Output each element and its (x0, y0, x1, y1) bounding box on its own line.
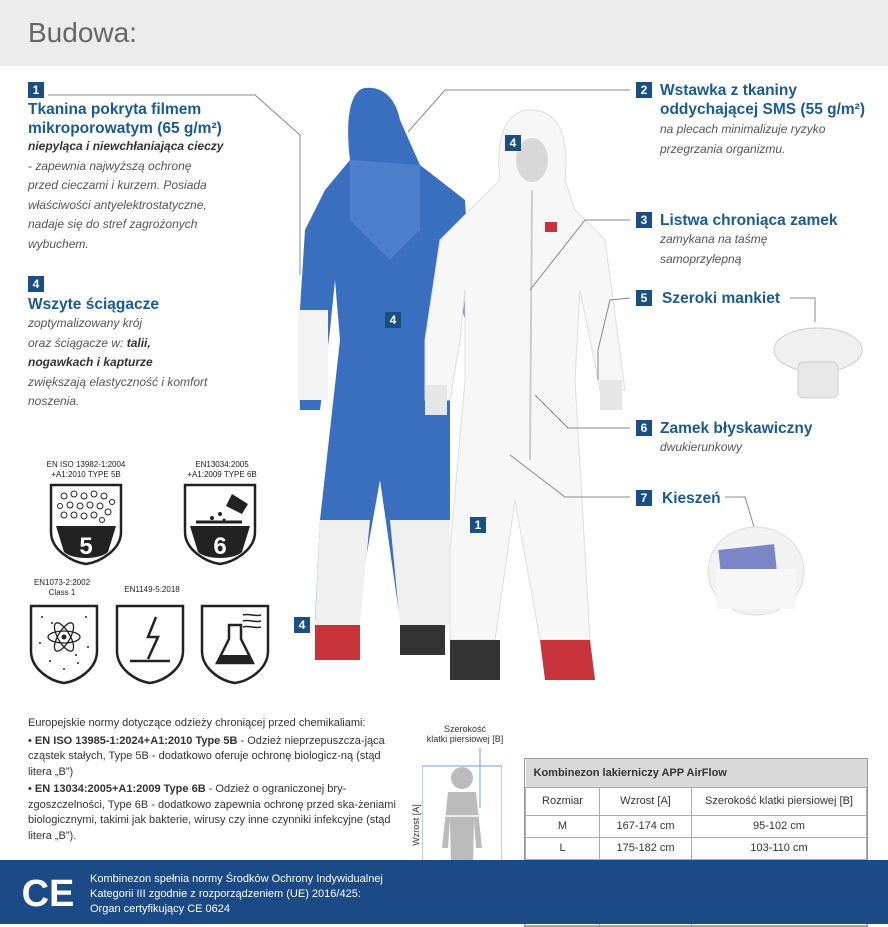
feature-7-number: 7 (636, 490, 652, 506)
size-table-header-size: Rozmiar (526, 787, 600, 815)
feature-4-description: zoptymalizowany krój oraz ściągacze w: talii, nogawkach i kapturze zwiększają elastyczność i komfort noszenia. (28, 316, 208, 408)
size-table-header-height: Wzrost [A] (600, 787, 692, 815)
feature-2-description: na plecach minimalizuje ryzyko przegrzania organizmu. (660, 122, 826, 156)
feature-1-description: niepyląca i niewchłaniająca cieczy - zapewnia najwyższą ochronę przed cieczami i kurzem. Posiada właściwości antyelektrostatyczne, nadaje się do stref zagrożonych wybuchem. (28, 139, 224, 251)
cert-3-label: EN1073-2:2002 Class 1 (33, 578, 91, 597)
antistatic-shield-icon (114, 603, 186, 685)
photo-tag-waist-elastic: 4 (385, 312, 401, 328)
norms-description (28, 716, 396, 846)
photo-tag-fabric: 1 (470, 517, 486, 533)
feature-4-number: 4 (28, 276, 44, 292)
chemical-flask-shield-icon (199, 603, 271, 685)
svg-text:6: 6 (213, 533, 227, 560)
feature-5-number: 5 (636, 290, 652, 306)
feature-3-number: 3 (636, 212, 652, 228)
size-table-caption: Kombinezon lakierniczy APP AirFlow (526, 759, 867, 787)
feature-2-title: Wstawka z tkaniny oddychającej SMS (55 g/m²) (660, 82, 865, 118)
feature-1-number: 1 (28, 82, 44, 98)
certification-footer (0, 860, 888, 924)
svg-text:CE: CE (22, 873, 74, 912)
feature-1-title: Tkanina pokryta filmem mikroporowatym (65 g/m²) (28, 101, 222, 137)
particles-shield-icon (48, 482, 124, 566)
photo-tag-leg-elastic: 4 (294, 617, 310, 633)
page-title: Budowa: (28, 17, 137, 48)
feature-7-title: Kieszeń (662, 490, 721, 507)
feature-5-title: Szeroki mankiet (662, 290, 781, 307)
height-label: Wzrost [A] (411, 804, 421, 846)
cert-4-label: EN1149-5:2018 (124, 585, 180, 594)
table-row: M 167-174 cm 95-102 cm (526, 815, 867, 837)
cuff-detail-photo (770, 320, 868, 400)
norms-intro: Europejskie normy dotyczące odzieży chroniącej przed chemikaliami: (28, 717, 366, 729)
feature-6-description: dwukierunkowy (660, 440, 743, 454)
feature-4-title: Wszyte ściągacze (28, 296, 159, 313)
feature-3-title: Listwa chroniąca zamek (660, 212, 838, 229)
footer-text: Kombinezon spełnia normy Środków Ochrony Indywidualnej Kategorii III zgodnie z rozporządzeniem (UE) 2016/425: Organ certyfikujący CE 0624 (90, 873, 383, 915)
pocket-detail-photo (706, 525, 806, 617)
liquid-splash-shield-icon (182, 482, 258, 566)
radioactive-particles-shield-icon (28, 603, 100, 685)
table-row: L 175-182 cm 103-110 cm (526, 837, 867, 859)
feature-6-number: 6 (636, 420, 652, 436)
ce-mark-icon (22, 872, 74, 912)
cert-2-label: EN13034:2005 +A1:2009 TYPE 6B (187, 460, 257, 479)
chest-width-label: Szerokość klatki piersiowej [B] (426, 724, 504, 744)
photo-tag-hood-elastic: 4 (505, 135, 521, 151)
norm-item-type-5b: • EN ISO 13985-1:2024+A1:2010 Type 5B - Odzież nieprzepuszcza-jąca cząstek stałych, Type 5B - dodatkowo oferuje ochronę biologicz-ną (stąd litera „B”) (28, 734, 385, 778)
svg-text:5: 5 (79, 533, 93, 560)
feature-6-title: Zamek błyskawiczny (660, 420, 813, 437)
size-table-header-chest: Szerokość klatki piersiowej [B] (692, 787, 867, 815)
feature-2-number: 2 (636, 82, 652, 98)
cert-1-label: EN ISO 13982-1:2004 +A1:2010 TYPE 5B (46, 460, 126, 479)
norm-item-type-6b: • EN 13034:2005+A1:2009 Type 6B - Odzież o ograniczonej bry-zgoszczelności, Type 6B - dodatkowo zapewnia ochronę przed ska-żeniami biologicznymi, takimi jak bakterie, wirusy czy inne czynniki infekcyjne (stąd litera „B”). (28, 783, 396, 842)
feature-3-description: zamykana na taśmę samoprzylepną (660, 232, 768, 266)
